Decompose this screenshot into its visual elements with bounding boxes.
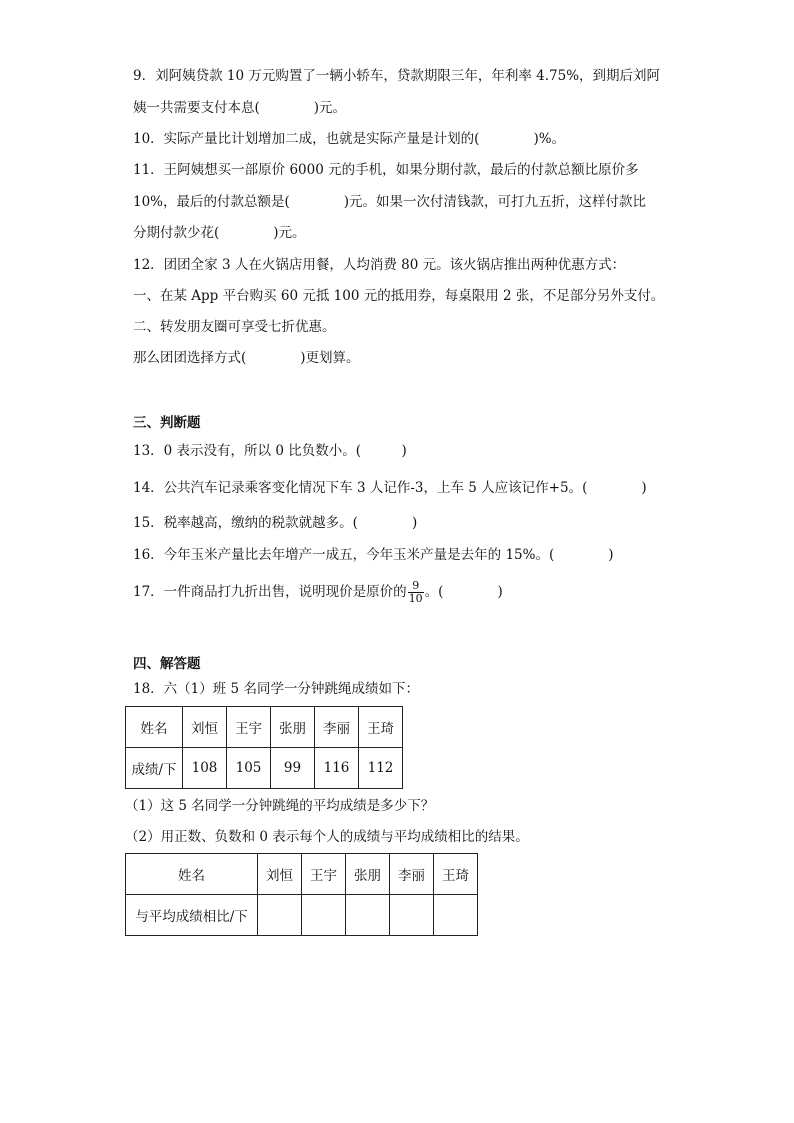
section4-title: 四、解答题 — [133, 656, 201, 672]
q9-line1: 9．刘阿姨贷款 10 万元购置了一辆小轿车，贷款期限三年，年利率 4.75%，到期后刘阿 — [133, 68, 661, 84]
q12-line1: 12．团团全家 3 人在火锅店用餐，人均消费 80 元。该火锅店推出两种优惠方式： — [133, 257, 626, 273]
table-cell: 105 — [227, 748, 271, 789]
table-cell: 王宇 — [227, 707, 271, 748]
table-row — [126, 895, 478, 936]
q11-line3: 分期付款少花( )元。 — [133, 225, 306, 241]
q10-text: 10．实际产量比计划增加二成，也就是实际产量是计划的( )%。 — [133, 131, 566, 147]
q14-text: 14．公共汽车记录乘客变化情况下车 3 人记作-3，上车 5 人应该记作+5。( ) — [133, 480, 647, 496]
q17-text — [133, 580, 503, 605]
fraction-denominator: 10 — [408, 592, 423, 605]
q13-text: 13．0 表示没有，所以 0 比负数小。( ) — [133, 443, 407, 459]
section3-title: 三、判断题 — [133, 415, 201, 431]
table-cell: 99 — [271, 748, 315, 789]
q17-post: 。( ) — [424, 584, 503, 600]
answer-cell[interactable] — [302, 895, 346, 936]
table-cell: 王宇 — [302, 854, 346, 895]
table-cell: 王琦 — [359, 707, 403, 748]
answer-cell[interactable] — [434, 895, 478, 936]
table-cell: 108 — [183, 748, 227, 789]
table-cell: 张朋 — [271, 707, 315, 748]
q12-line2: 一、在某 App 平台购买 60 元抵 100 元的抵用券，每桌限用 2 张，不足部分另外支付。 — [133, 288, 665, 304]
table-cell: 李丽 — [390, 854, 434, 895]
q11-line1: 11．王阿姨想买一部原价 6000 元的手机，如果分期付款，最后的付款总额比原价多 — [133, 162, 639, 178]
fraction-nine-tenths — [408, 580, 424, 605]
table-header-row — [126, 854, 478, 895]
table-cell: 成绩/下 — [126, 748, 183, 789]
table-cell: 姓名 — [126, 854, 258, 895]
q9-line2: 姨一共需要支付本息( )元。 — [133, 100, 347, 116]
table-cell: 112 — [359, 748, 403, 789]
q18-sub2: （2）用正数、负数和 0 表示每个人的成绩与平均成绩相比的结果。 — [125, 829, 529, 845]
table-cell: 王琦 — [434, 854, 478, 895]
fraction-numerator: 9 — [408, 580, 424, 593]
score-table — [125, 706, 403, 789]
table-cell: 刘恒 — [258, 854, 302, 895]
q17-pre: 17．一件商品打九折出售，说明现价是原价的 — [133, 584, 407, 600]
table-cell: 116 — [315, 748, 359, 789]
table-cell: 刘恒 — [183, 707, 227, 748]
table-cell: 李丽 — [315, 707, 359, 748]
table-cell: 张朋 — [346, 854, 390, 895]
table-header-row — [126, 707, 403, 748]
q12-line3: 二、转发朋友圈可享受七折优惠。 — [133, 319, 336, 335]
comparison-table — [125, 853, 478, 936]
q18-text: 18．六（1）班 5 名同学一分钟跳绳成绩如下： — [133, 681, 419, 697]
q16-text: 16．今年玉米产量比去年增产一成五，今年玉米产量是去年的 15%。( ) — [133, 547, 614, 563]
q18-sub1: （1）这 5 名同学一分钟跳绳的平均成绩是多少下？ — [125, 798, 435, 814]
table-cell: 与平均成绩相比/下 — [126, 895, 258, 936]
answer-cell[interactable] — [390, 895, 434, 936]
table-cell: 姓名 — [126, 707, 183, 748]
answer-cell[interactable] — [346, 895, 390, 936]
answer-cell[interactable] — [258, 895, 302, 936]
table-row — [126, 748, 403, 789]
q12-line4: 那么团团选择方式( )更划算。 — [133, 350, 360, 366]
q11-line2: 10%，最后的付款总额是( )元。如果一次付清钱款，可打九五折，这样付款比 — [133, 194, 647, 210]
q15-text: 15．税率越高，缴纳的税款就越多。( ) — [133, 515, 418, 531]
